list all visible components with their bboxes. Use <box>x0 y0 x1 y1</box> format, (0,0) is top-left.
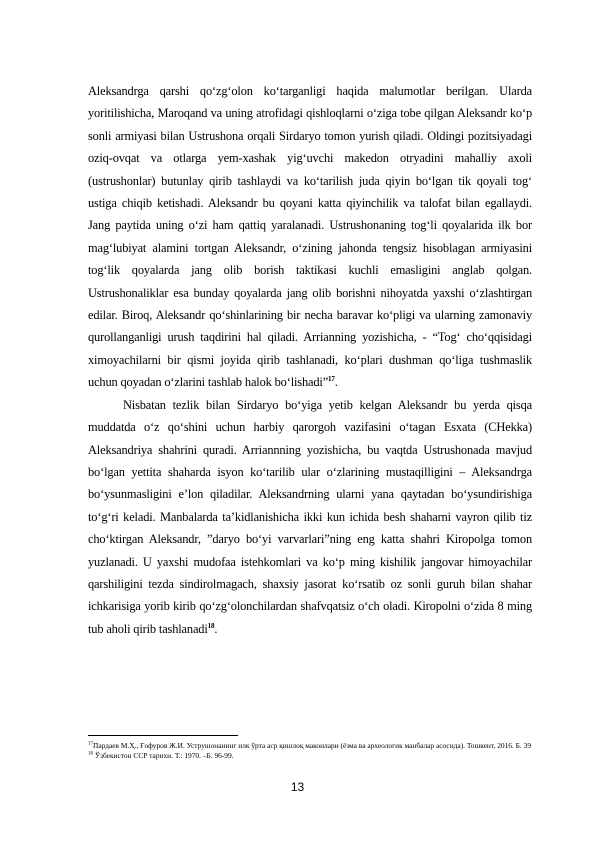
paragraph-1 <box>88 80 532 394</box>
footnote-ref-17[interactable]: 17 <box>328 375 335 384</box>
footnotes <box>88 741 532 760</box>
paragraph-1-text: Aleksandrga qarshi qo‘zg‘olon ko‘targanligi haqida malumotlar berilgan. Ularda yoritilishicha, Maroqand va uning atrofidagi qishloqlarni o‘ziga tobe qilgan Aleksandr ko‘p sonli armiyasi bilan Ustrushona orqali Sirdaryo tomon yurish qiladi. Oldingi pozitsiyadagi oziq-ovqat va otlarga yem-xashak yig‘uvchi makedon otryadini mahalliy axoli (ustrushonlar) butunlay qirib tashlaydi va ko‘tarilish juda qiyin bo‘lgan tik qoyali tog‘ ustiga chiqib ketishadi. Aleksandr bu qoyani katta qiyinchilik va talofat bilan egallaydi. Jang paytida uning o‘zi ham qattiq yaralanadi. Ustrushonaning tog‘li qoyalarida ilk bor mag‘lubiyat alamini tortgan Aleksandr, o‘zining jahonda tengsiz hisoblagan armiyasini tog‘lik qoyalarda jang olib borish taktikasi kuchli emasligini anglab qolgan. Ustrushonaliklar esa bunday qoyalarda jang olib borishni nihoyatda yaxshi o‘zlashtirgan edilar. Biroq, Aleksandr qo‘shinlarining bir necha baravar ko‘pligi va ularning zamonaviy qurollanganligi urush taqdirini hal qiladi. Arrianning yozishicha, - “Tog‘ cho‘qqisidagi ximoyachilarni bir qismi joyida qirib tashlanadi, ko‘plari dushman qo‘liga tushmaslik uchun qoyadan o‘zlarini tashlab halok bo‘lishadi” <box>88 84 532 390</box>
main-text <box>88 80 532 640</box>
footnote-17-text: Пардаев М.Ҳ., Ғофуров Ж.И. Уструшонанинг илк ўрта аср қишлоқ маконлари (ёзма ва археологик манбалар асосида). Тошкент, 2016. Б. 39 <box>93 741 532 750</box>
footnote-separator <box>88 735 238 736</box>
footnote-18 <box>88 751 532 761</box>
footnote-17 <box>88 741 532 751</box>
footnote-18-text: Ўзбекистон ССР тарихи. Т.: 1970. –Б. 96-99. <box>93 750 234 760</box>
footnote-17-number: 17 <box>88 741 93 747</box>
paragraph-2-text: Nisbatan tezlik bilan Sirdaryo bo‘yiga yetib kelgan Aleksandr bu yerda qisqa muddatda o‘z qo‘shini uchun harbiy qarorgoh vazifasini o‘tagan Esxata (CHekka) Aleksandriya shahrini quradi. Arriannning yozishicha, bu vaqtda Ustrushonada mavjud bo‘lgan yettita shaharda isyon ko‘tarilib ular o‘zlarining mustaqilligini – Aleksandrga bo‘ysunmasligini e’lon qiladilar. Aleksandrning ularni yana qaytadan bo‘ysundirishiga to‘g‘ri keladi. Manbalarda ta’kidlanishicha ikki kun ichida besh shaharni vayron qilib tiz cho‘ktirgan Aleksandr, ”daryo bo‘yi varvarlari”ning eng katta shahri Kiropolga tomon yuzlanadi. U yaxshi mudofaa istehkomlari va ko‘p ming kishilik jangovar himoyachilar qarshiligini tezda sindirolmagach, shaxsiy jasorat ko‘rsatib oz sonli guruh bilan shahar ichkarisiga yorib kirib qo‘zg‘olonchilardan shafvqatsiz o‘ch oladi. Kiropolni o‘zida 8 ming tub aholi qirib tashlanadi <box>88 397 532 636</box>
paragraph-2-end: . <box>214 621 218 636</box>
paragraph-1-end: . <box>334 375 338 390</box>
paragraph-2 <box>88 394 532 640</box>
page-number: 13 <box>290 780 305 794</box>
footnote-18-number: 18 <box>88 751 93 757</box>
footnote-ref-18[interactable]: 18 <box>207 621 215 630</box>
